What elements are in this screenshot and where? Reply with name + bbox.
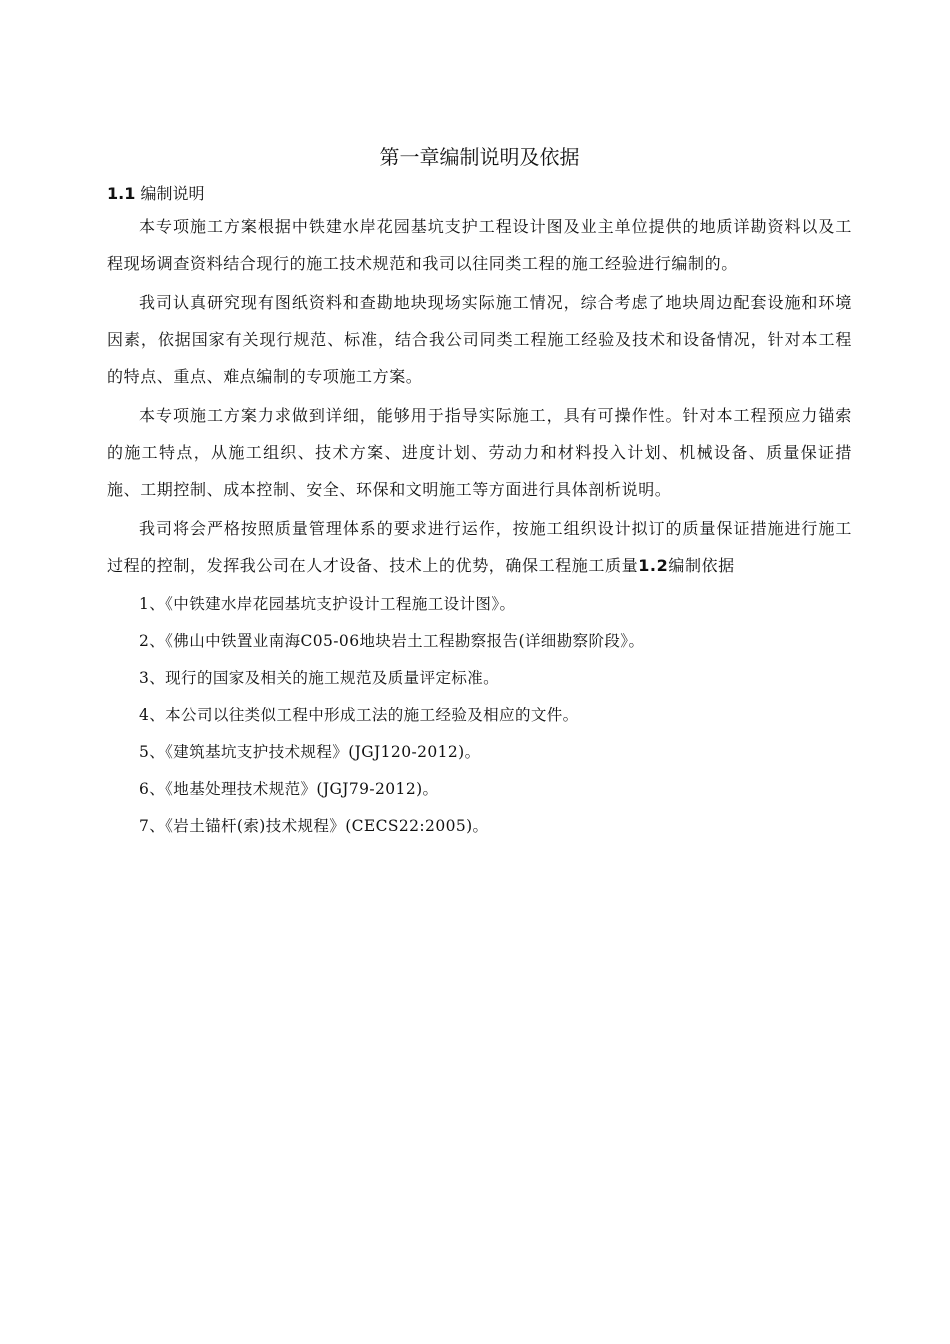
section-heading-1-1 (107, 182, 852, 206)
reference-item: 3、现行的国家及相关的施工规范及质量评定标准。 (139, 669, 500, 687)
paragraph-4 (107, 510, 852, 584)
reference-item: 4、本公司以往类似工程中形成工法的施工经验及相应的文件。 (139, 706, 579, 724)
paragraph-4-text: 我司将会严格按照质量管理体系的要求进行运作，按施工组织设计拟订的质量保证措施进行施工过程的控制，发挥我公司在人才设备、技术上的优势，确保工程施工质量 (107, 519, 852, 575)
reference-item: 5、《建筑基坑支护技术规程》(JGJ120-2012)。 (139, 743, 481, 761)
chapter-title: 第一章编制说明及依据 (379, 145, 580, 169)
paragraph-1: 本专项施工方案根据中铁建水岸花园基坑支护工程设计图及业主单位提供的地质详勘资料以及工程现场调查资料结合现行的施工技术规范和我司以往同类工程的施工经验进行编制的。 (107, 217, 852, 273)
section-title: 编制说明 (140, 184, 205, 203)
reference-list (107, 586, 852, 845)
section-title-1-2: 编制依据 (668, 556, 735, 575)
document-page (107, 138, 852, 845)
section-number: 1.1 (107, 184, 136, 203)
section-number-1-2: 1.2 (638, 556, 669, 575)
reference-item: 1、《中铁建水岸花园基坑支护设计工程施工设计图》。 (139, 595, 516, 613)
reference-item: 2、《佛山中铁置业南海C05-06地块岩土工程勘察报告(详细勘察阶段》。 (139, 632, 645, 650)
paragraph-3: 本专项施工方案力求做到详细，能够用于指导实际施工，具有可操作性。针对本工程预应力锚索的施工特点，从施工组织、技术方案、进度计划、劳动力和材料投入计划、机械设备、质量保证措施、工期控制、成本控制、安全、环保和文明施工等方面进行具体剖析说明。 (107, 406, 852, 499)
reference-item: 6、《地基处理技术规范》(JGJ79-2012)。 (139, 780, 439, 798)
reference-item: 7、《岩土锚杆(索)技术规程》(CECS22:2005)。 (139, 817, 489, 835)
paragraph-2: 我司认真研究现有图纸资料和查勘地块现场实际施工情况，综合考虑了地块周边配套设施和环境因素，依据国家有关现行规范、标准，结合我公司同类工程施工经验及技术和设备情况，针对本工程的特点、重点、难点编制的专项施工方案。 (107, 293, 852, 386)
